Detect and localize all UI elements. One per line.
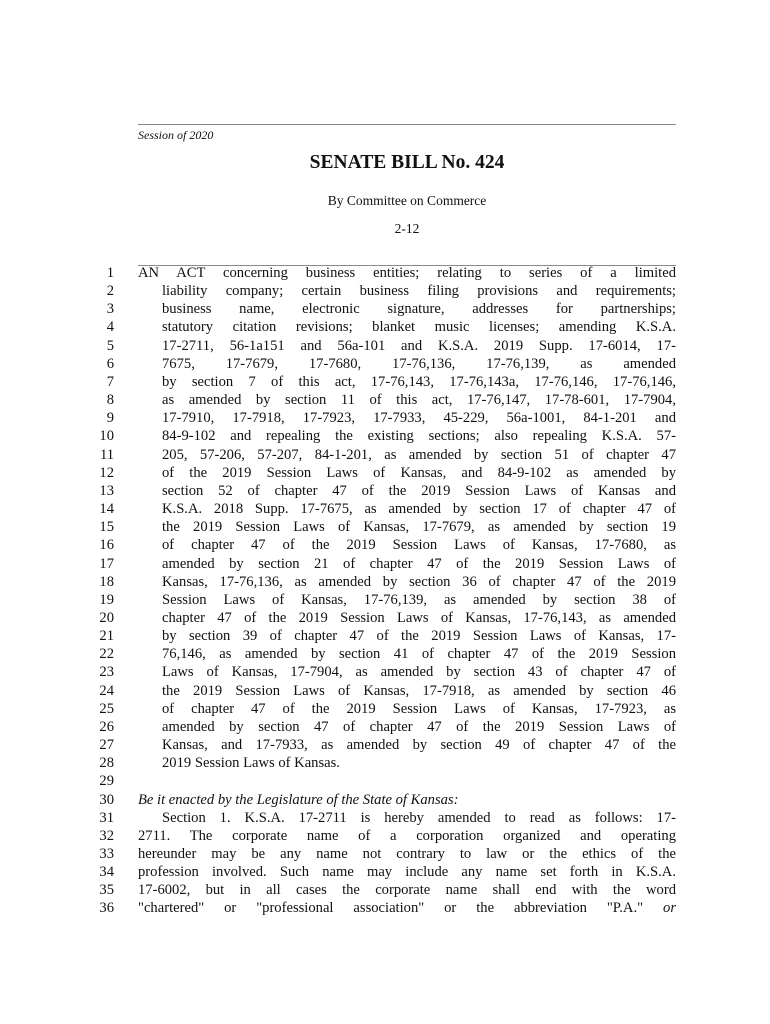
line-text: 2019 Session Laws of Kansas. [162,755,340,772]
bill-line [0,318,770,336]
line-text: of chapter 47 of the 2019 Session Laws of Kansas, 17-7680, as [162,537,676,554]
bill-line [0,809,770,827]
bill-line [0,881,770,899]
line-number: 8 [106,392,114,409]
bill-body [0,264,770,918]
line-number: 1 [106,265,114,281]
bill-line [0,536,770,554]
bill-line [0,355,770,373]
bill-line [0,700,770,718]
bill-line [0,791,770,809]
line-text: amended by section 21 of chapter 47 of the 2019 Session Laws of [162,555,676,572]
line-number: 11 [99,446,114,463]
line-text: 2711. The corporate name of a corporation organized and operating [138,827,676,844]
line-text: 17-6002, but in all cases the corporate name shall end with the word [138,882,676,899]
line-text: as amended by section 11 of this act, 17-76,147, 17-78-601, 17-7904, [162,392,676,409]
line-text: of the 2019 Session Laws of Kansas, and 84-9-102 as amended by [162,464,676,481]
italic-insertion: or [663,900,676,917]
line-text: by section 39 of chapter 47 of the 2019 Session Laws of Kansas, 17- [162,628,676,645]
line-text: 7675, 17-7679, 17-7680, 17-76,136, 17-76,139, as amended [162,355,676,372]
line-text: the 2019 Session Laws of Kansas, 17-7679, as amended by section 19 [162,519,676,536]
line-text: AN ACT concerning business entities; relating to series of a limited [138,265,676,281]
line-text: 205, 57-206, 57-207, 84-1-201, as amended by section 51 of chapter 47 [162,446,676,463]
bill-line [0,373,770,391]
bill-line [0,827,770,845]
bill-line [0,627,770,645]
bill-line [0,772,770,790]
line-number: 7 [106,373,114,390]
bill-line [0,391,770,409]
line-text: amended by section 47 of chapter 47 of the 2019 Session Laws of [162,718,676,735]
line-text: business name, electronic signature, addresses for partnerships; [162,301,676,318]
bill-line [0,446,770,464]
bill-line [0,736,770,754]
bill-line [0,427,770,445]
line-text: profession involved. Such name may include any name set forth in K.S.A. [138,864,676,881]
line-text: 84-9-102 and repealing the existing sections; also repealing K.S.A. 57- [162,428,676,445]
line-text: of chapter 47 of the 2019 Session Laws of Kansas, 17-7923, as [162,700,676,717]
line-text: by section 7 of this act, 17-76,143, 17-76,143a, 17-76,146, 17-76,146, [162,373,676,390]
bill-line [0,609,770,627]
line-number: 18 [99,573,114,590]
line-text: 17-2711, 56-1a151 and 56a-101 and K.S.A. 2019 Supp. 17-6014, 17- [162,337,676,354]
line-text: the 2019 Session Laws of Kansas, 17-7918, as amended by section 46 [162,682,676,699]
session-label: Session of 2020 [138,128,214,142]
line-number: 12 [99,464,114,481]
line-number: 20 [99,609,114,626]
line-number: 26 [99,718,114,735]
line-text: section 52 of chapter 47 of the 2019 Session Laws of Kansas and [162,482,676,499]
bill-line [0,264,770,282]
committee-line: By Committee on Commerce [327,193,487,208]
bill-date: 2-12 [394,221,420,236]
bill-line [0,863,770,881]
line-number: 33 [99,846,114,862]
bill-line [0,754,770,772]
line-number: 13 [99,482,114,499]
bill-line [0,464,770,482]
line-number: 15 [99,519,114,536]
bill-line [0,518,770,536]
line-number: 6 [106,355,114,372]
line-number: 10 [99,428,114,445]
line-number: 28 [99,755,114,772]
line-text: 76,146, as amended by section 41 of chapter 47 of the 2019 Session [162,646,676,663]
line-number: 19 [99,591,114,608]
bill-line [0,409,770,427]
line-text: Be it enacted by the Legislature of the State of Kansas: [138,791,459,808]
line-number: 9 [106,410,114,427]
bill-line [0,282,770,300]
line-number: 32 [99,827,114,844]
line-number: 16 [99,537,114,554]
bill-line [0,300,770,318]
line-text: Kansas, 17-76,136, as amended by section 36 of chapter 47 of the 2019 [162,573,676,590]
line-text: liability company; certain business filing provisions and requirements; [162,283,676,300]
bill-title: SENATE BILL No. 424 [309,152,505,173]
bill-line [0,500,770,518]
line-text: Session Laws of Kansas, 17-76,139, as amended by section 38 of [162,591,676,608]
line-number: 35 [99,882,114,899]
line-text: "chartered" or "professional association" or the abbreviation "P.A." or [138,900,676,917]
bill-line [0,645,770,663]
line-number: 29 [99,773,114,790]
line-number: 27 [99,737,114,754]
line-text: Laws of Kansas, 17-7904, as amended by section 43 of chapter 47 of [162,664,676,681]
line-number: 34 [99,864,114,881]
line-text: hereunder may be any name not contrary to law or the ethics of the [138,846,676,862]
line-text: K.S.A. 2018 Supp. 17-7675, as amended by section 17 of chapter 47 of [162,501,676,518]
line-number: 30 [99,791,114,808]
bill-line [0,573,770,591]
line-number: 24 [99,682,114,699]
line-number: 25 [99,700,114,717]
line-number: 4 [106,319,114,336]
line-number: 22 [99,646,114,663]
bill-line [0,718,770,736]
line-text: 17-7910, 17-7918, 17-7923, 17-7933, 45-229, 56a-1001, 84-1-201 and [162,410,676,427]
bill-line [0,591,770,609]
bill-line [0,663,770,681]
line-number: 14 [99,501,114,518]
line-number: 5 [106,337,114,354]
line-text: statutory citation revisions; blanket music licenses; amending K.S.A. [162,319,676,336]
line-text: Section 1. K.S.A. 17-2711 is hereby amended to read as follows: 17- [162,809,676,826]
bill-line [0,555,770,573]
bill-line [0,845,770,863]
bill-line [0,337,770,355]
line-text: Kansas, and 17-7933, as amended by section 49 of chapter 47 of the [162,737,676,754]
bill-line [0,482,770,500]
line-number: 23 [99,664,114,681]
line-number: 21 [99,628,114,645]
line-number: 31 [99,809,114,826]
line-text: chapter 47 of the 2019 Session Laws of Kansas, 17-76,143, as amended [162,609,676,626]
line-number: 3 [106,301,114,318]
line-number: 2 [106,283,114,300]
line-number: 17 [99,555,114,572]
line-number: 36 [99,900,114,917]
bill-line [0,899,770,917]
header-top-rule [138,124,676,125]
bill-line [0,682,770,700]
